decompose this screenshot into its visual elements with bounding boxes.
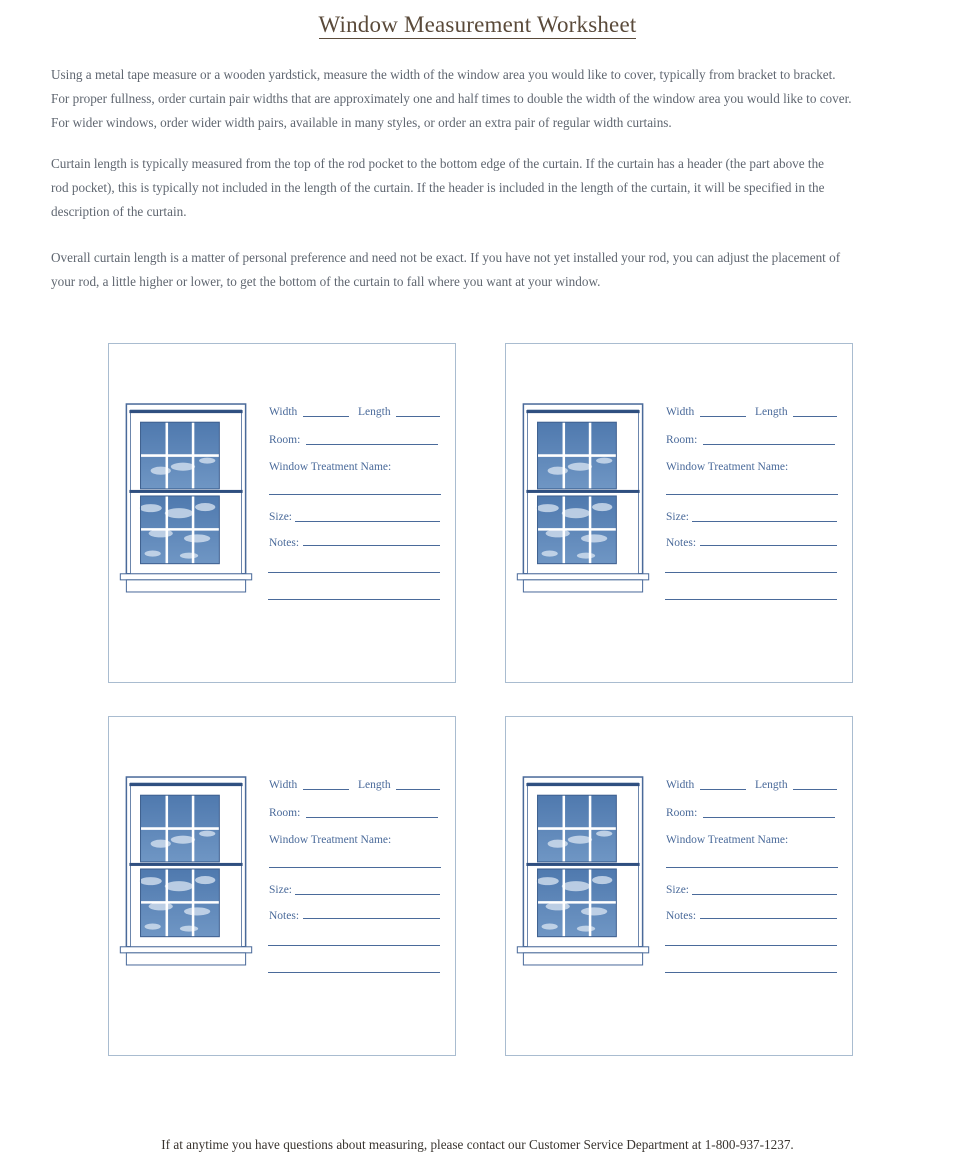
size-field[interactable] <box>295 894 440 895</box>
treatment-field[interactable] <box>666 867 838 868</box>
length-label: Length <box>358 406 391 418</box>
notes-label: Notes: <box>666 537 697 549</box>
length-label: Length <box>358 779 391 791</box>
notes-field-line-2[interactable] <box>268 945 440 946</box>
size-field[interactable] <box>692 521 837 522</box>
page-title: Window Measurement Worksheet <box>318 12 637 37</box>
window-illustration-icon <box>119 775 253 967</box>
width-field[interactable] <box>700 789 746 790</box>
treatment-label: Window Treatment Name: <box>269 834 392 846</box>
worksheet-card-4 <box>505 716 853 1056</box>
intro-paragraph-overall: Overall curtain length is a matter of personal preference and need not be exact. If you have not yet installed your rod, you can adjust the placement of your rod, a little higher or lower, to get the bottom of the curtain to fall where you want at your window. <box>51 250 841 289</box>
size-label: Size: <box>269 884 292 896</box>
size-label: Size: <box>269 511 292 523</box>
size-field[interactable] <box>692 894 837 895</box>
length-label: Length <box>755 779 788 791</box>
footer-contact-note: If at anytime you have questions about measuring, please contact our Customer Service Department at 1-800-937-1237. <box>161 1137 794 1152</box>
width-label: Width <box>666 406 695 418</box>
intro-paragraph-length: Curtain length is typically measured from the top of the rod pocket to the bottom edge of the curtain. If the curtain has a header (the part above the rod pocket), this is typically not included in the length of the curtain. If the header is included in the length of the curtain, it will be specified in the description of the curtain. <box>51 156 825 219</box>
length-label: Length <box>755 406 788 418</box>
length-field[interactable] <box>396 416 440 417</box>
measurement-form <box>666 406 841 606</box>
measurement-form <box>269 779 444 979</box>
room-label: Room: <box>666 434 698 446</box>
size-label: Size: <box>666 884 689 896</box>
notes-label: Notes: <box>666 910 697 922</box>
intro-paragraph-width: Using a metal tape measure or a wooden yardstick, measure the width of the window area you would like to cover, typically from bracket to bracket. For proper fullness, order curtain pair widths that are approximately one and half times to double the width of the window area you would like to cover. For wider windows, order wider width pairs, available in many styles, or order an extra pair of regular width curtains. <box>51 67 852 130</box>
worksheet-card-3 <box>108 716 456 1056</box>
notes-field[interactable] <box>303 918 440 919</box>
notes-label: Notes: <box>269 537 300 549</box>
room-field[interactable] <box>306 817 438 818</box>
notes-field-line-2[interactable] <box>665 945 837 946</box>
notes-field-line-2[interactable] <box>268 572 440 573</box>
treatment-field[interactable] <box>269 867 441 868</box>
notes-field-line-3[interactable] <box>665 599 837 600</box>
room-field[interactable] <box>703 817 835 818</box>
notes-field[interactable] <box>700 918 837 919</box>
treatment-label: Window Treatment Name: <box>666 834 789 846</box>
notes-field-line-3[interactable] <box>665 972 837 973</box>
width-label: Width <box>269 779 298 791</box>
length-field[interactable] <box>396 789 440 790</box>
room-field[interactable] <box>703 444 835 445</box>
room-field[interactable] <box>306 444 438 445</box>
notes-field[interactable] <box>700 545 837 546</box>
window-illustration-icon <box>119 402 253 594</box>
notes-field-line-3[interactable] <box>268 599 440 600</box>
window-illustration-icon <box>516 775 650 967</box>
treatment-label: Window Treatment Name: <box>666 461 789 473</box>
width-field[interactable] <box>303 416 349 417</box>
room-label: Room: <box>269 434 301 446</box>
notes-field-line-2[interactable] <box>665 572 837 573</box>
treatment-label: Window Treatment Name: <box>269 461 392 473</box>
measurement-form <box>666 779 841 979</box>
size-field[interactable] <box>295 521 440 522</box>
treatment-field[interactable] <box>666 494 838 495</box>
window-illustration-icon <box>516 402 650 594</box>
length-field[interactable] <box>793 789 837 790</box>
room-label: Room: <box>666 807 698 819</box>
width-label: Width <box>269 406 298 418</box>
size-label: Size: <box>666 511 689 523</box>
notes-field-line-3[interactable] <box>268 972 440 973</box>
worksheet-card-2 <box>505 343 853 683</box>
length-field[interactable] <box>793 416 837 417</box>
width-field[interactable] <box>303 789 349 790</box>
treatment-field[interactable] <box>269 494 441 495</box>
width-label: Width <box>666 779 695 791</box>
room-label: Room: <box>269 807 301 819</box>
width-field[interactable] <box>700 416 746 417</box>
notes-label: Notes: <box>269 910 300 922</box>
notes-field[interactable] <box>303 545 440 546</box>
measurement-form <box>269 406 444 606</box>
worksheet-card-1 <box>108 343 456 683</box>
